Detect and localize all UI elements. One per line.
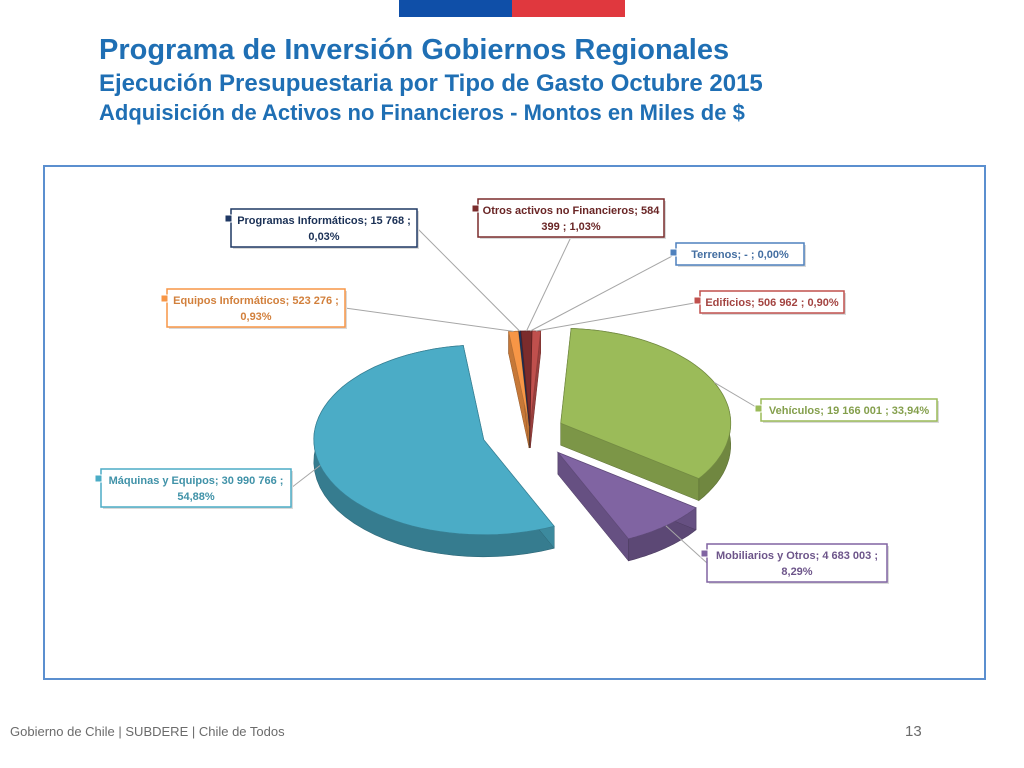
legend-key [225, 215, 232, 222]
leader-line [527, 237, 571, 331]
data-label [755, 399, 939, 423]
leader-line [417, 228, 520, 331]
flag-blue-bar [399, 0, 512, 17]
data-label-text: 8,29% [781, 566, 813, 578]
data-label-text: Terrenos; - ; 0,00% [691, 249, 789, 261]
data-label [225, 209, 419, 249]
data-label-text: Equipos Informáticos; 523 276 ; [173, 295, 339, 307]
page-subtitle: Ejecución Presupuestaria por Tipo de Gasto Octubre 2015 [99, 70, 763, 97]
data-label-text: Vehículos; 19 166 001 ; 33,94% [768, 405, 930, 417]
legend-key [694, 297, 701, 304]
flag-red-bar [512, 0, 625, 17]
data-label [161, 289, 347, 329]
data-label-text: Otros activos no Financieros; 584 [482, 205, 660, 217]
data-label-text: Máquinas y Equipos; 30 990 766 ; [108, 475, 284, 487]
leader-line [291, 465, 320, 488]
chart-frame [43, 165, 986, 680]
page-subtitle-secondary: Adquisición de Activos no Financieros - Montos en Miles de $ [99, 100, 745, 125]
data-label-text: Edificios; 506 962 ; 0,90% [705, 297, 839, 309]
data-label-text: Mobiliarios y Otros; 4 683 003 ; [715, 550, 879, 562]
data-label [701, 544, 889, 584]
leader-line [536, 302, 700, 331]
legend-key [701, 550, 708, 557]
legend-key [472, 205, 479, 212]
data-label-text: Programas Informáticos; 15 768 ; [237, 215, 411, 227]
leader-line [345, 308, 514, 331]
legend-key [161, 295, 168, 302]
pie-slice [561, 328, 731, 478]
data-label [95, 469, 293, 509]
page-title: Programa de Inversión Gobiernos Regionales [99, 34, 730, 66]
data-label [670, 243, 806, 267]
legend-key [755, 405, 762, 412]
data-label [472, 199, 666, 239]
data-label-text: 54,88% [177, 491, 215, 503]
data-label [694, 291, 846, 315]
data-label-text: 0,93% [240, 311, 272, 323]
page-number: 13 [905, 723, 922, 740]
pie-chart [45, 167, 984, 678]
footer-text: Gobierno de Chile | SUBDERE | Chile de Todos [10, 724, 285, 739]
data-label-text: 399 ; 1,03% [541, 221, 601, 233]
data-label-text: 0,03% [308, 231, 340, 243]
legend-key [670, 249, 677, 256]
legend-key [95, 475, 102, 482]
